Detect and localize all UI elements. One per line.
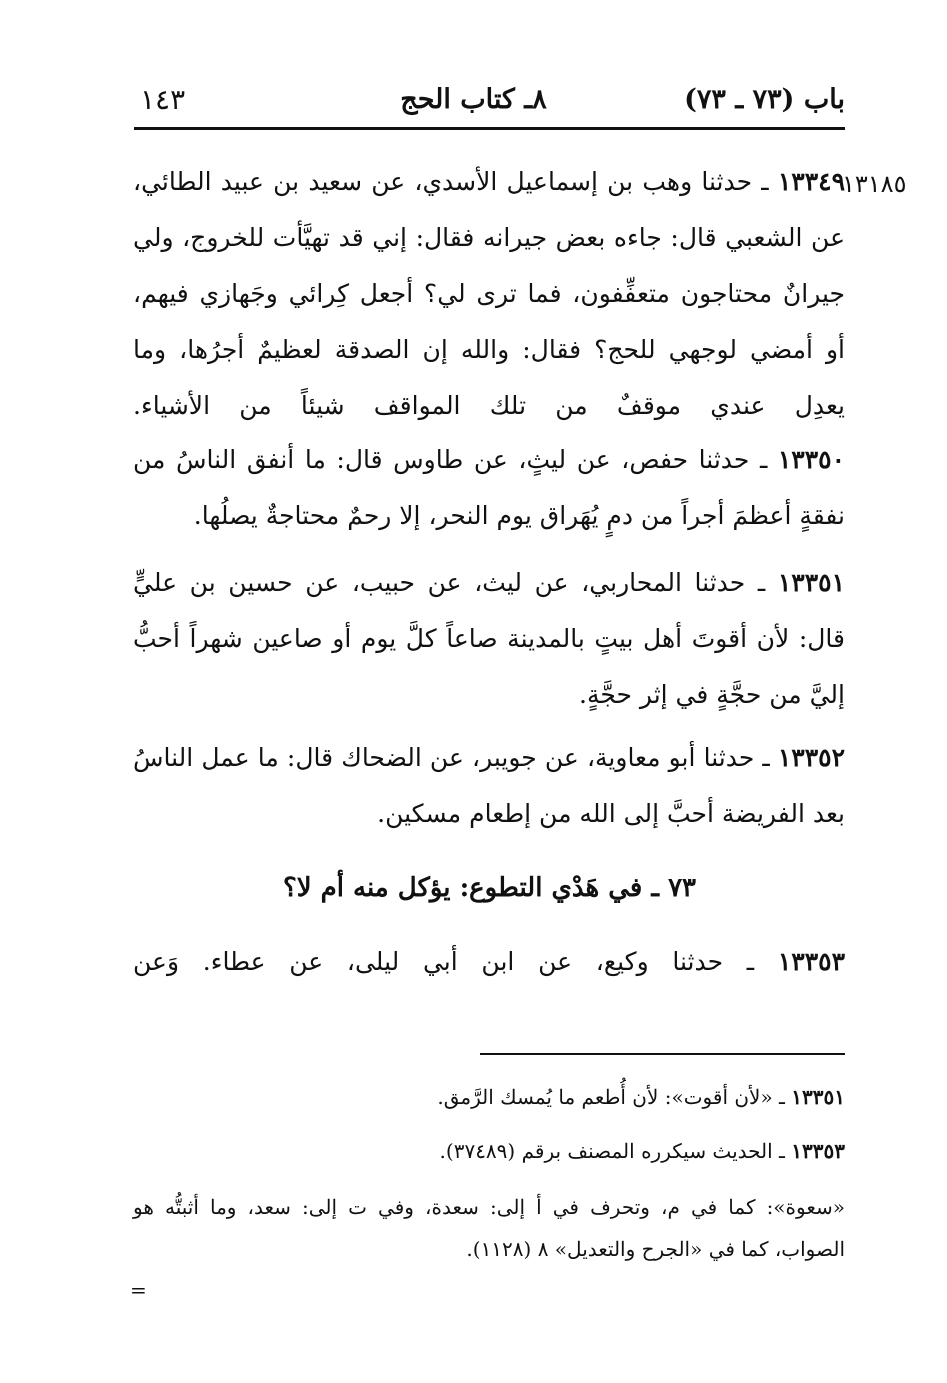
- hadith-number: ١٣٣٥٠: [777, 445, 845, 474]
- footnote-13353: [133, 1130, 845, 1172]
- footnote-continuation-mark: =: [130, 1278, 147, 1302]
- hadith-text: ـ حدثنا وكيع، عن ابن أبي ليلى، عن عطاء. وَعن: [133, 947, 778, 976]
- hadith-paragraph-13353: [133, 934, 845, 990]
- header-rule: [134, 127, 845, 130]
- margin-number: ١٣١٨٥: [842, 170, 907, 198]
- hadith-text: ـ حدثنا وهب بن إسماعيل الأسدي، عن سعيد بن عبيد الطائي، عن الشعبي قال: جاءه بعض جيرانه فقال: إني قد تهيَّأت للخروج، ولي جيرانٌ محتاجون متعفِّفون، فما ترى لي؟ أجعل كِرائي وجَهازي فيهم، أو أمضي لوجهي للحج؟ فقال: والله إن الصدقة لعظيمٌ أجرُها، وما يعدِل عندي موقفٌ من تلك المواقف شيئاً من الأشياء.: [133, 167, 845, 420]
- footnote-narrator-note: [133, 1186, 845, 1270]
- hadith-paragraph-13350: [133, 432, 845, 544]
- footnote-number: ١٣٣٥٣: [791, 1139, 845, 1163]
- hadith-paragraph-13351: [133, 555, 845, 723]
- hadith-text: ـ حدثنا أبو معاوية، عن جويبر، عن الضحاك قال: ما عمل الناسُ بعد الفريضة أحبَّ إلى الله من إطعام مسكين.: [133, 743, 845, 828]
- page-number: ١٤٣: [140, 83, 186, 116]
- hadith-number: ١٣٣٥١: [777, 568, 845, 597]
- footnote-rule: [480, 1053, 845, 1055]
- hadith-number: ١٣٣٤٩: [777, 167, 845, 196]
- footnote-13351: [133, 1076, 845, 1118]
- footnote-text: ـ الحديث سيكرره المصنف برقم (٣٧٤٨٩).: [439, 1139, 792, 1163]
- footnote-number: ١٣٣٥١: [791, 1085, 845, 1109]
- hadith-paragraph-13352: [133, 730, 845, 842]
- hadith-text: ـ حدثنا المحاربي، عن ليث، عن حبيب، عن حسين بن عليٍّ قال: لأن أقوتَ أهل بيتٍ بالمدينة صاعاً كلَّ يوم أو صاعين شهراً أحبُّ إليَّ من حجَّةٍ في إثر حجَّةٍ.: [133, 568, 845, 709]
- hadith-paragraph-13349: [133, 154, 845, 434]
- chapter-reference: باب (٧٣ ـ ٧٣): [684, 84, 845, 115]
- footnote-text: «سعوة»: كما في م، وتحرف في أ إلى: سعدة، وفي ت إلى: سعد، وما أثبتُّه هو الصواب، كما في «الجرح والتعديل» ٨ (١١٢٨).: [133, 1195, 846, 1261]
- hadith-number: ١٣٣٥٢: [777, 743, 845, 772]
- book-title: ٨ـ كتاب الحج: [400, 84, 547, 115]
- footnote-text: ـ «لأن أقوت»: لأن أُطعم ما يُمسك الرَّمق.: [437, 1085, 792, 1109]
- hadith-number: ١٣٣٥٣: [777, 947, 845, 976]
- hadith-text: ـ حدثنا حفص، عن ليثٍ، عن طاوس قال: ما أنفق الناسُ من نفقةٍ أعظمَ أجراً من دمٍ يُهَراق يوم النحر، إلا رحمٌ محتاجةٌ يصلُها.: [133, 445, 845, 530]
- section-heading: ٧٣ ـ في هَدْي التطوع: يؤكل منه أم لا؟: [282, 873, 697, 903]
